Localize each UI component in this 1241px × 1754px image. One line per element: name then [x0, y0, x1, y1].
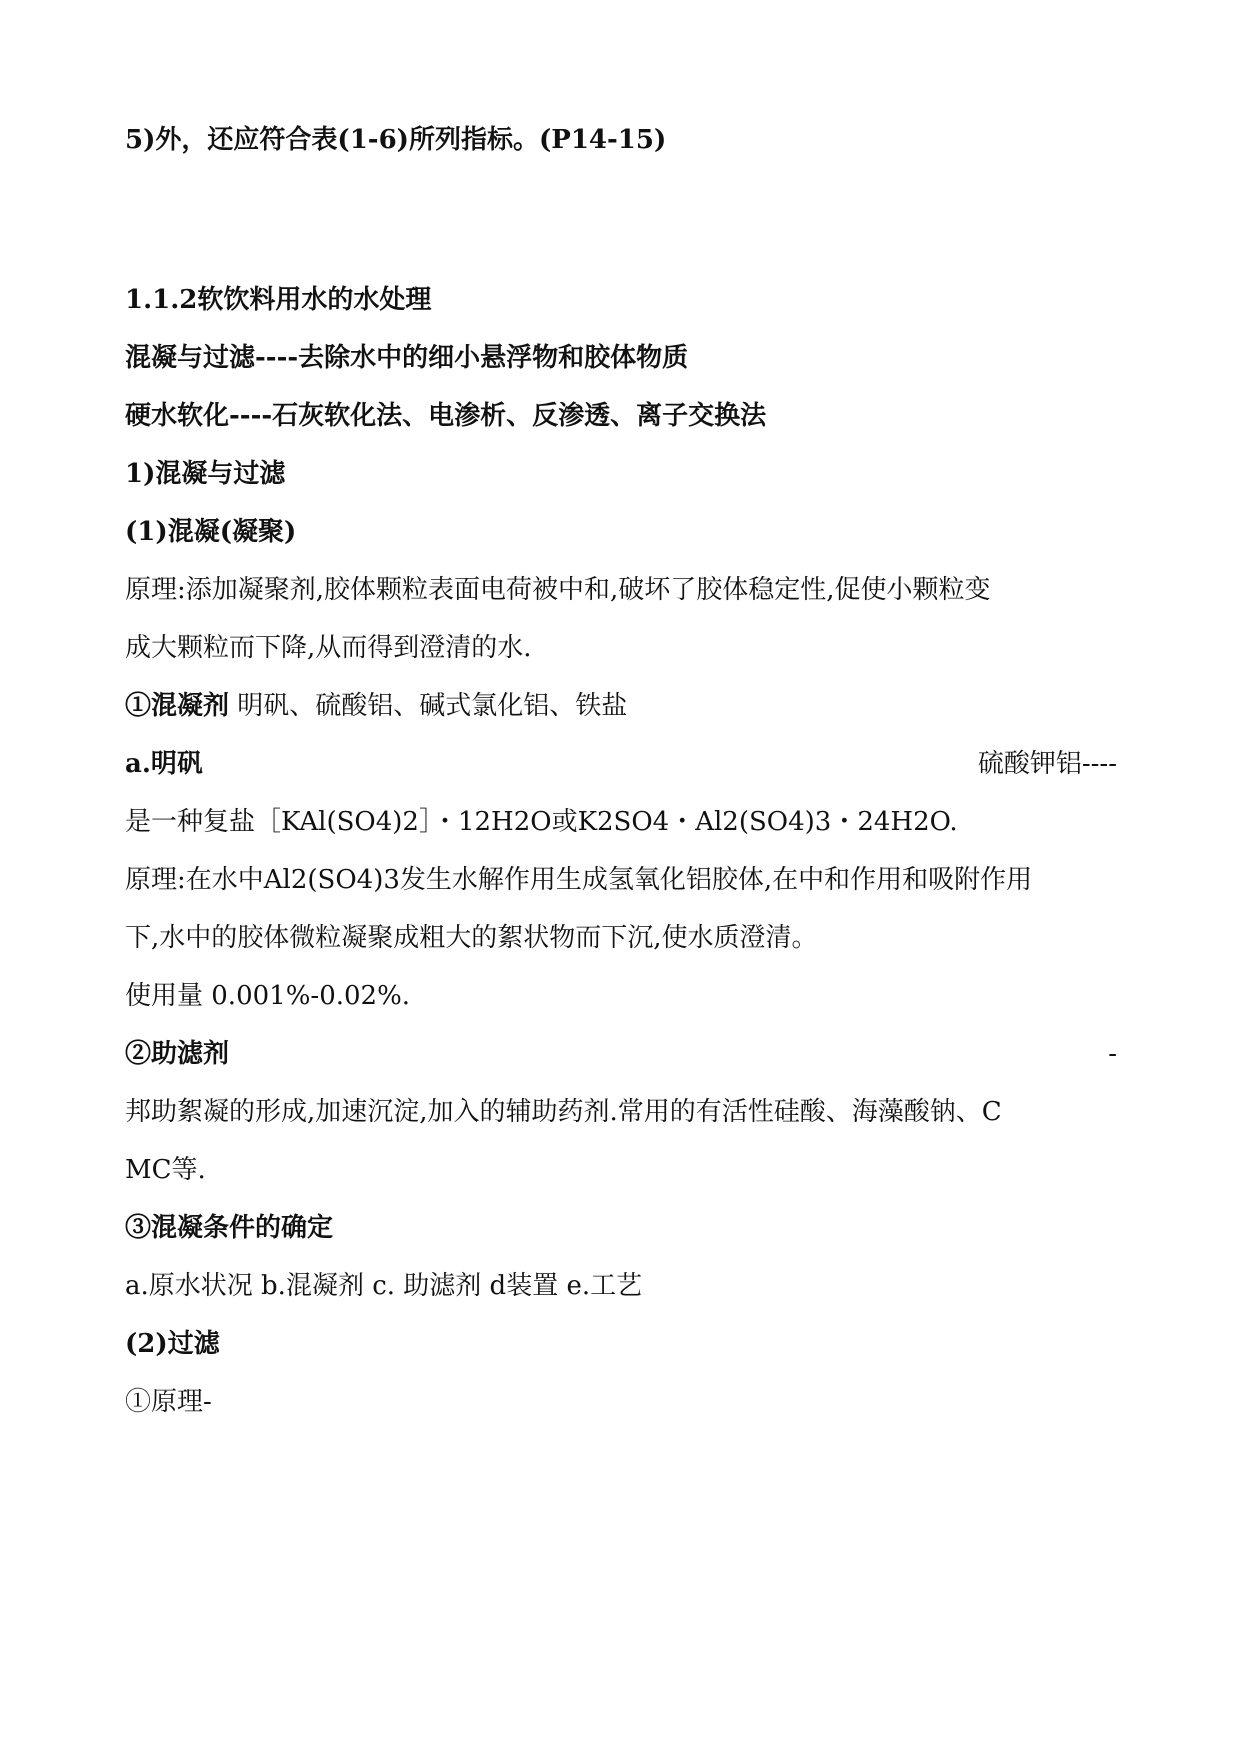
filter-aid-line	[125, 1038, 1117, 1070]
alum-definition-start: 硫酸钾铝----	[977, 749, 1117, 779]
principle-line-1: 原理:添加凝聚剂,胶体颗粒表面电荷被中和,破坏了胶体稳定性,促使小颗粒变	[125, 575, 991, 605]
text-line-coagulation-summary: 混凝与过滤----去除水中的细小悬浮物和胶体物质	[125, 343, 689, 373]
alum-principle-line-2: 下,水中的胶体微粒凝聚成粗大的絮状物而下沉,使水质澄清。	[125, 923, 818, 953]
alum-principle-line-1: 原理:在水中Al2(SO4)3发生水解作用生成氢氧化铝胶体,在中和作用和吸附作用	[125, 865, 1033, 895]
filter-aid-label: ②助滤剂	[125, 1039, 230, 1069]
coagulant-list: 明矾、硫酸铝、碱式氯化铝、铁盐	[237, 691, 628, 721]
filter-aid-desc-line-1: 邦助絮凝的形成,加速沉淀,加入的辅助药剂.常用的有活性硅酸、海藻酸钠、C	[125, 1097, 1002, 1127]
alum-line	[125, 748, 1117, 780]
coagulation-conditions-heading: ③混凝条件的确定	[125, 1213, 334, 1243]
filter-aid-desc-line-2: MC等.	[125, 1155, 206, 1185]
alum-label: a.明矾	[125, 749, 203, 779]
dosage-line: 使用量 0.001%-0.02%.	[125, 981, 411, 1011]
filtration-heading: (2)过滤	[125, 1329, 220, 1359]
section-heading: 1.1.2软饮料用水的水处理	[125, 285, 432, 315]
principle-line-2: 成大颗粒而下降,从而得到澄清的水.	[125, 633, 532, 663]
filter-aid-dash: -	[1108, 1039, 1117, 1069]
coagulant-label: ①混凝剂	[125, 691, 230, 721]
text-line-softening-summary: 硬水软化----石灰软化法、电渗析、反渗透、离子交换法	[125, 401, 767, 431]
alum-formula-line: 是一种复盐［KAl(SO4)2］・12H2O或K2SO4・Al2(SO4)3・24H2O.	[125, 807, 958, 837]
subheading-coagulation: (1)混凝(凝聚)	[125, 517, 297, 547]
subheading-coagulation-filtration: 1)混凝与过滤	[125, 459, 286, 489]
filtration-principle-line: ①原理-	[125, 1387, 212, 1417]
coagulant-line	[125, 690, 627, 722]
coagulation-conditions-list: a.原水状况 b.混凝剂 c. 助滤剂 d装置 e.工艺	[125, 1271, 643, 1301]
text-line-1: 5)外，还应符合表(1-6)所列指标。(P14-15)	[125, 125, 667, 155]
